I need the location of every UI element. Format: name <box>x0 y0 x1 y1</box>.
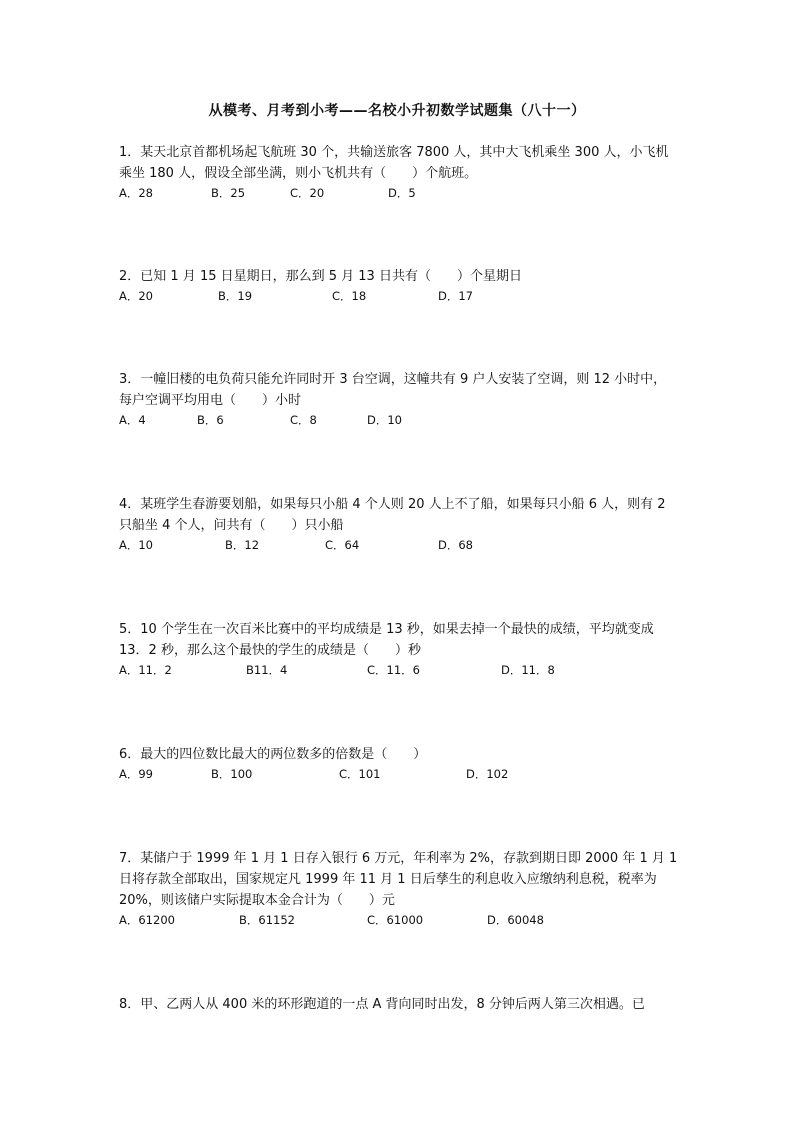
option-d: D．5 <box>388 186 416 200</box>
option-b: B．25 <box>211 186 246 200</box>
option-c: C．8 <box>290 413 317 427</box>
question-7 <box>119 848 679 932</box>
option-d: D．60048 <box>487 913 544 927</box>
question-stem: 6．最大的四位数比最大的两位数多的倍数是（ ） <box>119 747 427 762</box>
question-stem: 5．10 个学生在一次百米比赛中的平均成绩是 13 秒，如果去掉一个最快的成绩，平均就变成 13．2 秒，那么这个最快的学生的成绩是（ ）秒 <box>119 622 654 658</box>
question-stem: 7．某储户于 1999 年 1 月 1 日存入银行 6 万元，年利率为 2%，存款到期日即 2000 年 1 月 1 日将存款全部取出，国家规定凡 1999 年 11 月 1 日后孳生的利息收入应缴纳利息税，税率为 20%，则该储户实际提取本金合计为（ ）元 <box>119 851 678 908</box>
option-b: B．19 <box>218 289 253 303</box>
option-b: B．61152 <box>239 913 295 927</box>
options-row <box>119 537 679 557</box>
option-b: B．12 <box>225 538 260 552</box>
option-a: A．11．2 <box>119 663 172 677</box>
question-1 <box>119 142 679 205</box>
question-2 <box>119 266 679 308</box>
options-row <box>119 662 679 682</box>
option-d: D．102 <box>466 767 509 781</box>
option-c: C．11．6 <box>367 663 420 677</box>
option-c: C．64 <box>325 538 360 552</box>
option-d: D．11．8 <box>501 663 555 677</box>
option-b: B．6 <box>197 413 224 427</box>
options-row <box>119 185 679 205</box>
question-stem: 2．已知 1 月 15 日星期日，那么到 5 月 13 日共有（ ）个星期日 <box>119 269 522 284</box>
option-a: A．99 <box>119 767 154 781</box>
question-8 <box>119 994 679 1015</box>
question-4 <box>119 494 679 557</box>
question-stem: 1．某天北京首都机场起飞航班 30 个，共输送旅客 7800 人，其中大飞机乘坐 300 人，小飞机乘坐 180 人，假设全部坐满，则小飞机共有（ ）个航班。 <box>119 145 669 181</box>
question-6 <box>119 744 679 786</box>
question-stem: 3．一幢旧楼的电负荷只能允许同时开 3 台空调，这幢共有 9 户人安装了空调，则 12 小时中，每户空调平均用电（ ）小时 <box>119 372 667 408</box>
option-d: D．10 <box>367 413 402 427</box>
option-a: A．4 <box>119 413 146 427</box>
options-row <box>119 288 679 308</box>
option-c: C．18 <box>332 289 367 303</box>
option-b: B11．4 <box>246 663 288 677</box>
options-row <box>119 412 679 432</box>
options-row <box>119 912 679 932</box>
options-row <box>119 766 679 786</box>
option-a: A．28 <box>119 186 154 200</box>
option-c: C．101 <box>339 767 381 781</box>
question-stem: 8．甲、乙两人从 400 米的环形跑道的一点 A 背向同时出发，8 分钟后两人第三次相遇。已 <box>119 997 645 1012</box>
option-d: D．17 <box>438 289 473 303</box>
option-c: C．61000 <box>367 913 424 927</box>
document-title: 从模考、月考到小考——名校小升初数学试题集（八十一） <box>208 103 586 119</box>
option-d: D．68 <box>438 538 473 552</box>
question-5 <box>119 619 679 682</box>
question-3 <box>119 369 679 432</box>
question-stem: 4．某班学生春游要划船，如果每只小船 4 个人则 20 人上不了船，如果每只小船 6 人，则有 2 只船坐 4 个人，问共有（ ）只小船 <box>119 497 666 533</box>
option-a: A．10 <box>119 538 154 552</box>
option-a: A．61200 <box>119 913 175 927</box>
option-a: A．20 <box>119 289 154 303</box>
option-b: B．100 <box>211 767 253 781</box>
option-c: C．20 <box>290 186 325 200</box>
